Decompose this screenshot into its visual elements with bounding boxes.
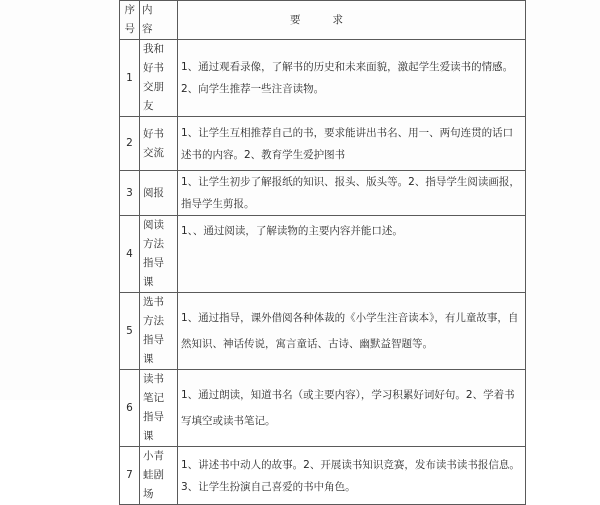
row-content: 选书方法指导课 xyxy=(140,293,178,370)
row-num: 5 xyxy=(120,293,140,370)
header-num: 序号 xyxy=(120,1,140,40)
row-requirement: 1、让学生初步了解报纸的知识、报头、版头等。2、指导学生阅读画报，指导学生剪报。 xyxy=(178,171,526,216)
table-row xyxy=(120,40,526,117)
row-num: 6 xyxy=(120,370,140,447)
header-req-b: 求 xyxy=(332,13,343,26)
table-header-row xyxy=(120,1,526,40)
row-requirement: 1、通过指导，课外借阅各种体裁的《小学生注音读本》，有儿童故事，自然知识、神话传说，寓言童话、古诗、幽默益智题等。 xyxy=(178,293,526,370)
row-content: 读书笔记指导课 xyxy=(140,370,178,447)
table-row xyxy=(120,117,526,171)
header-content xyxy=(140,1,178,40)
row-num: 4 xyxy=(120,216,140,293)
row-content: 小青蛙剧场 xyxy=(140,447,178,505)
reading-plan-table xyxy=(119,0,526,505)
header-content-b: 容 xyxy=(142,23,159,35)
table-row xyxy=(120,293,526,370)
table-row xyxy=(120,447,526,505)
row-requirement: 1、讲述书中动人的故事。2、开展读书知识竞赛，发布读书读书报信息。3、让学生扮演自己喜爱的书中角色。 xyxy=(178,447,526,505)
row-num: 2 xyxy=(120,117,140,171)
table-row xyxy=(120,171,526,216)
table-row xyxy=(120,216,526,293)
row-content: 好书交流 xyxy=(140,117,178,171)
row-requirement: 1、通过观看录像，了解书的历史和未来面貌，激起学生爱读书的情感。2、向学生推荐一些注音读物。 xyxy=(178,40,526,117)
row-requirement: 1、、通过阅读，了解读物的主要内容并能口述。 xyxy=(178,216,526,293)
row-requirement: 1、让学生互相推荐自己的书，要求能讲出书名、用一、两句连贯的话口述书的内容。2、教育学生爱护图书 xyxy=(178,117,526,171)
row-content: 阅报 xyxy=(140,171,178,216)
row-num: 1 xyxy=(120,40,140,117)
row-requirement: 1、通过朗读，知道书名（或主要内容），学习积累好词好句。2、学着书写填空或读书笔记。 xyxy=(178,370,526,447)
header-requirement xyxy=(178,1,526,40)
header-content-a: 内 xyxy=(142,4,159,16)
row-num: 7 xyxy=(120,447,140,505)
row-num: 3 xyxy=(120,171,140,216)
row-content: 阅读方法指导课 xyxy=(140,216,178,293)
row-content: 我和好书交朋友 xyxy=(140,40,178,117)
table-row xyxy=(120,370,526,447)
header-req-a: 要 xyxy=(290,13,301,26)
